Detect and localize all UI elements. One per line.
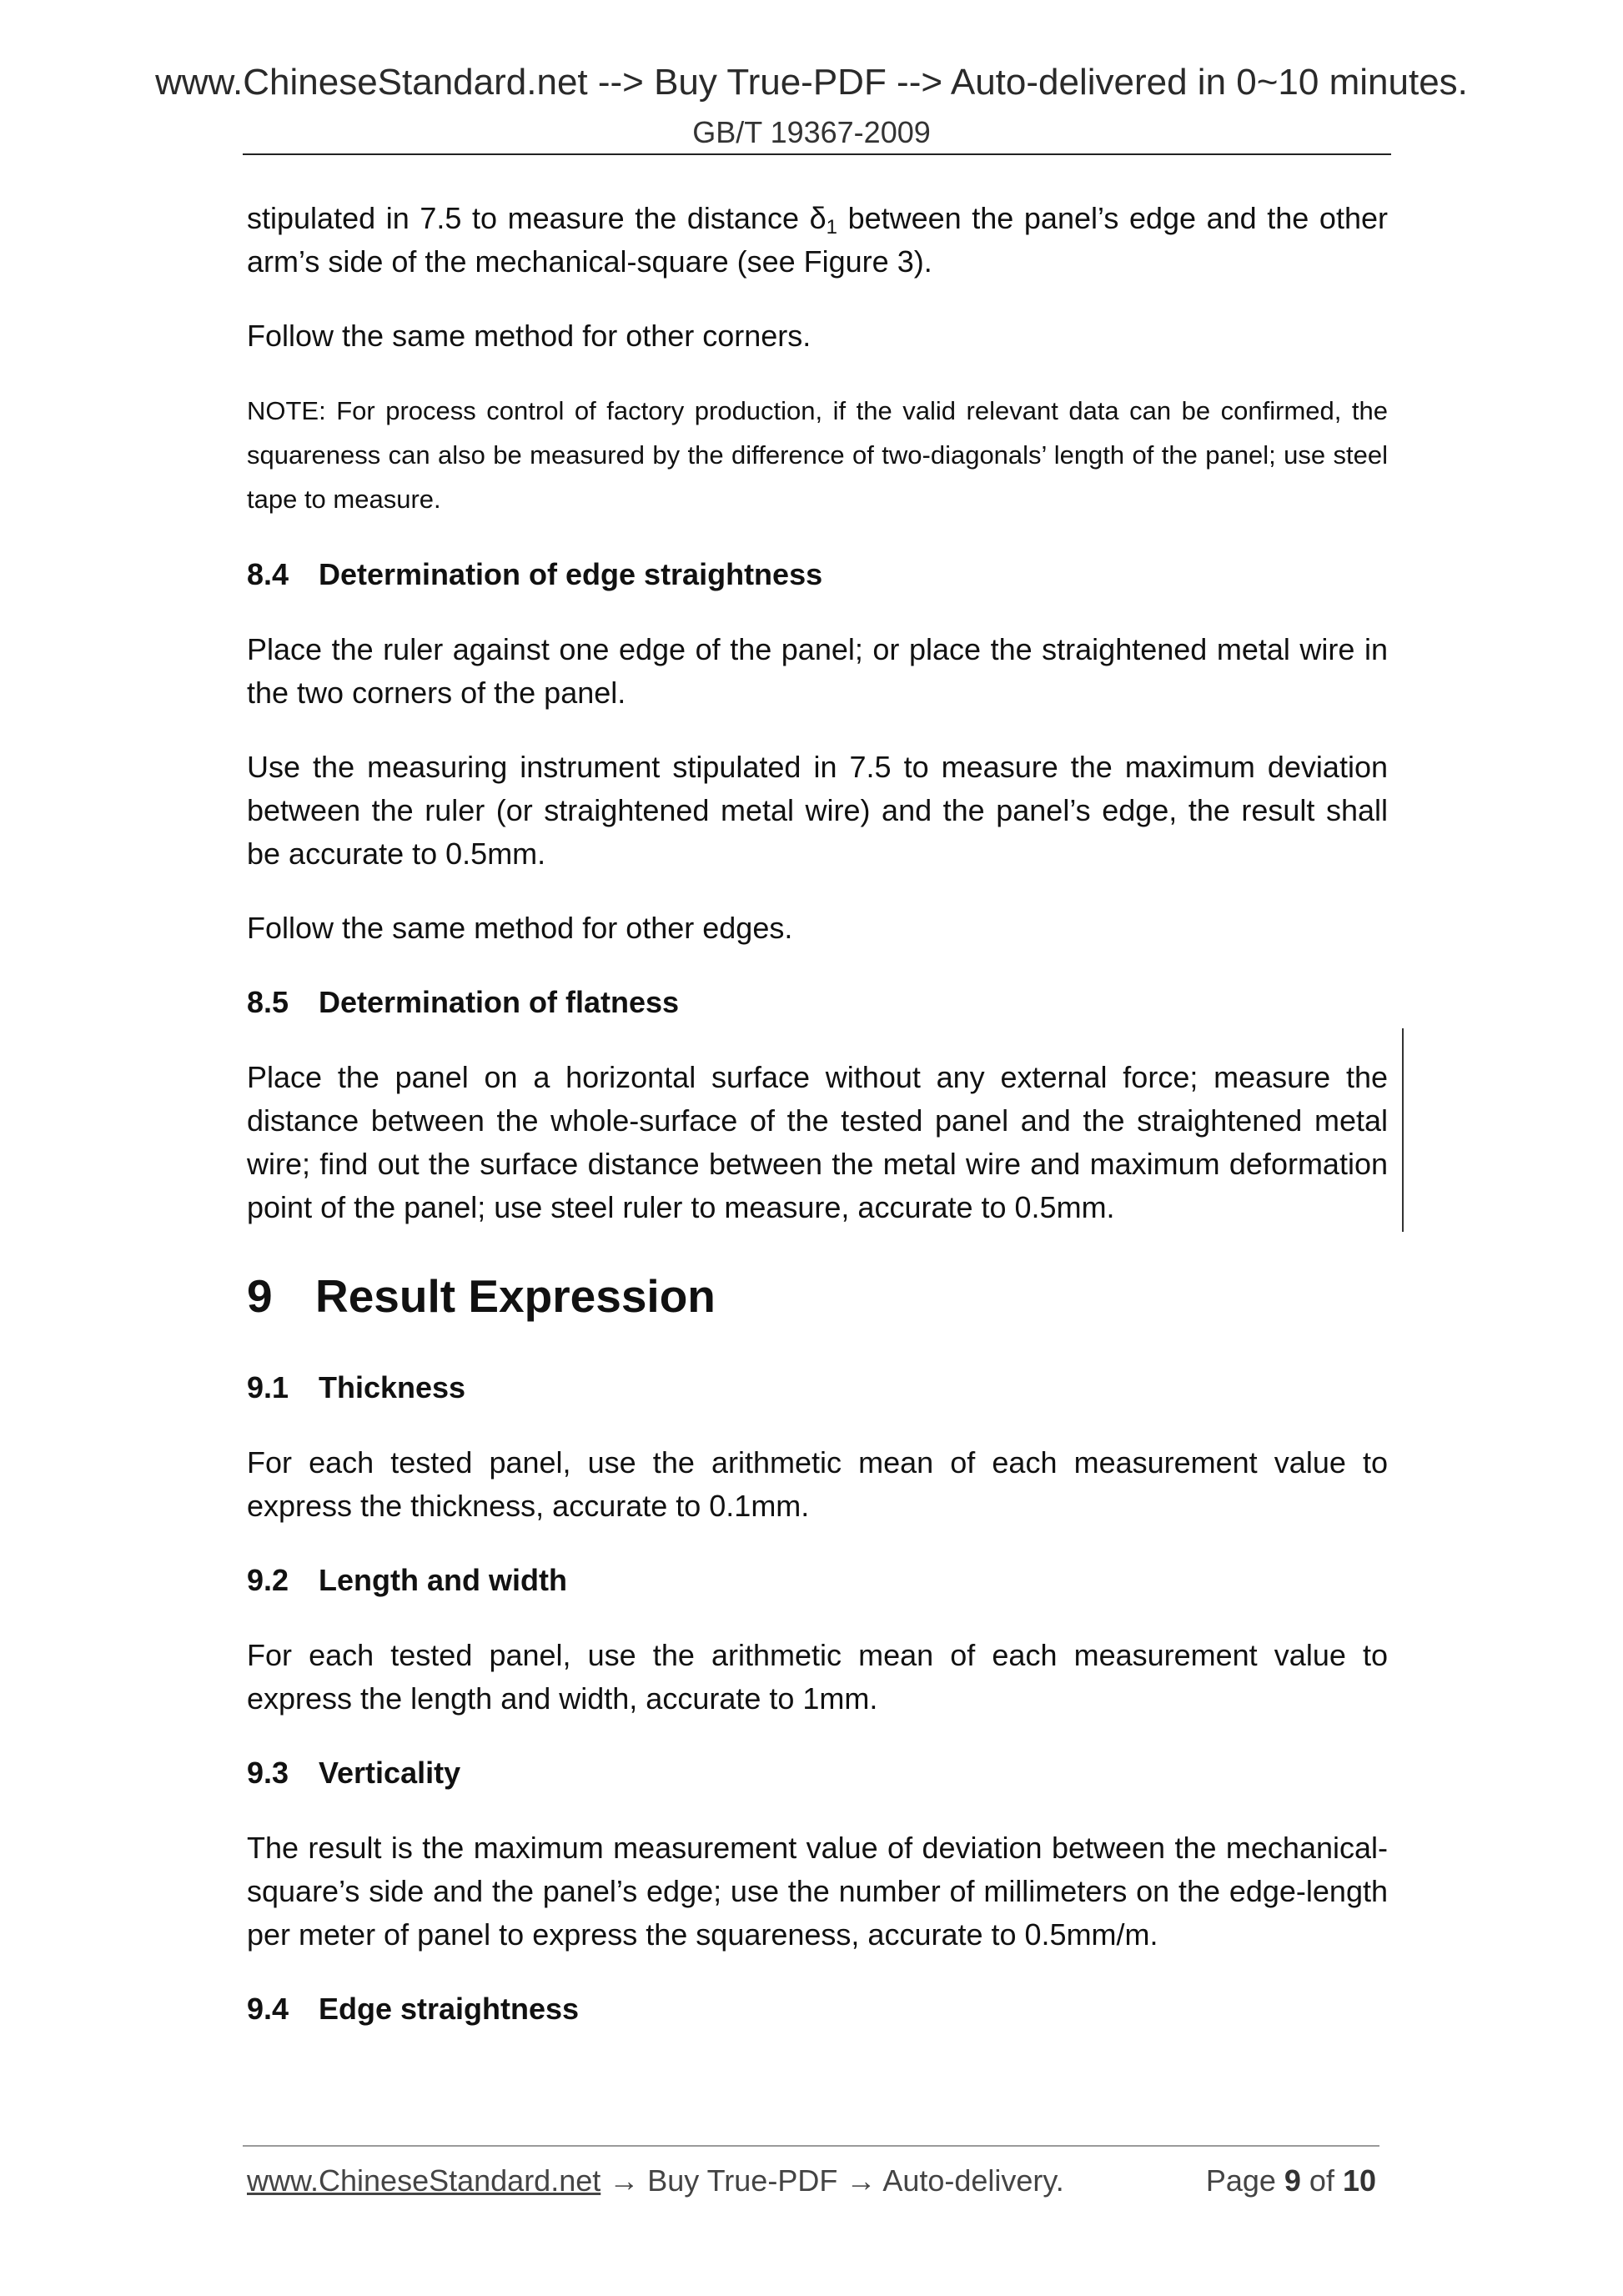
footer-link-text: → Buy True-PDF → Auto-delivery.: [600, 2163, 1064, 2198]
paragraph-8-4-1: Place the ruler against one edge of the panel; or place the straightened metal wire in the two corners of the panel.: [247, 632, 1388, 710]
paragraph-9-1: For each tested panel, use the arithmetic mean of each measurement value to express the thickness, accurate to 0.1mm.: [247, 1445, 1388, 1523]
page-indicator: Page 9 of 10: [1205, 2163, 1376, 2198]
section-8-4-heading: 8.4 Determination of edge straightness: [247, 557, 823, 591]
page-total: 10: [1342, 2163, 1376, 2198]
paragraph-8-4-2: Use the measuring instrument stipulated in 7.5 to measure the maximum deviation between the ruler (or straightened metal wire) and the panel’s edge, the result shall be accurate to 0.5mm.: [247, 750, 1388, 871]
paragraph-other-corners: Follow the same method for other corners.: [247, 319, 812, 353]
page-number: 9: [1284, 2163, 1301, 2198]
footer-site-link[interactable]: www.ChineseStandard.net: [247, 2163, 601, 2198]
paragraph-8-5-1: Place the panel on a horizontal surface without any external force; measure the distance between the whole-surface of the tested panel and the straightened metal wire; find out the surface distance between the metal wire and maximum deformation point of the panel; use steel ruler to measure, accurate to 0.5mm.: [247, 1060, 1388, 1224]
footer-divider: [243, 2145, 1379, 2147]
header-divider: [243, 153, 1391, 155]
paragraph-continuation: stipulated in 7.5 to measure the distance $\delta_1$ between the panel’s edge and the other arm’s side of the mechanical-square (see Figure 3).: [247, 201, 1388, 279]
header-banner[interactable]: www.ChineseStandard.net --> Buy True-PDF --> Auto-delivered in 0~10 minutes.: [155, 62, 1468, 103]
chapter-9-heading: 9 Result Expression: [247, 1270, 716, 1322]
paragraph-8-4-3: Follow the same method for other edges.: [247, 911, 793, 945]
revision-change-bar: [1402, 1028, 1404, 1232]
footer-link-line: [247, 2163, 1064, 2198]
page-content: [247, 197, 1388, 2062]
section-9-2-heading: 9.2 Length and width: [247, 1563, 567, 1597]
section-9-4-heading: 9.4 Edge straightness: [247, 1992, 580, 2026]
paragraph-9-3: The result is the maximum measurement value of deviation between the mechanical-square’s side and the panel’s edge; use the number of millimeters on the edge-length per meter of panel to express the squareness, accurate to 0.5mm/m.: [247, 1831, 1388, 1952]
paragraph-9-2: For each tested panel, use the arithmetic mean of each measurement value to express the length and width, accurate to 1mm.: [247, 1638, 1388, 1716]
section-9-1-heading: 9.1 Thickness: [247, 1370, 466, 1404]
section-9-3-heading: 9.3 Verticality: [247, 1756, 461, 1790]
standard-number: GB/T 19367-2009: [692, 115, 931, 149]
section-8-5-heading: 8.5 Determination of flatness: [247, 985, 680, 1019]
note-paragraph: NOTE: For process control of factory production, if the valid relevant data can be confirmed, the squareness can also be measured by the difference of two-diagonals’ length of the panel; use steel tape to measure.: [247, 396, 1388, 514]
